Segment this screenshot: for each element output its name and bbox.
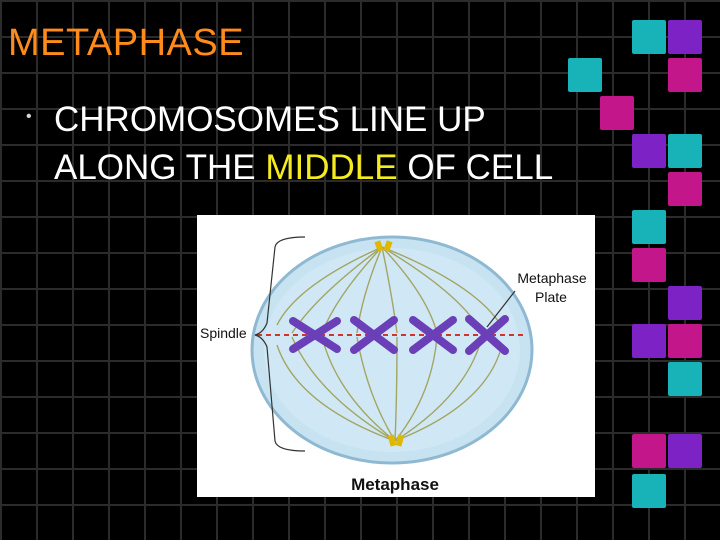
decor-square — [632, 20, 666, 54]
decor-square — [600, 96, 634, 130]
metaphase-diagram — [197, 215, 595, 497]
metaphase-plate-label-line2: Plate — [535, 289, 567, 305]
decor-square — [668, 434, 702, 468]
metaphase-plate-label-line1: Metaphase — [517, 270, 587, 286]
decor-square — [632, 248, 666, 282]
decor-square — [632, 134, 666, 168]
decor-square — [668, 134, 702, 168]
decor-square — [632, 210, 666, 244]
decor-square — [668, 20, 702, 54]
bullet-text-part1: CHROMOSOMES LINE UP ALONG THE — [54, 100, 486, 187]
metaphase-cell-illustration — [197, 215, 595, 497]
spindle-label: Spindle — [200, 325, 247, 341]
decor-square — [668, 324, 702, 358]
decor-square — [668, 172, 702, 206]
decor-square — [668, 286, 702, 320]
bullet-text-part2: OF CELL — [397, 148, 554, 187]
decor-square — [632, 474, 666, 508]
bullet-text — [54, 96, 574, 192]
figure-caption: Metaphase — [351, 475, 439, 494]
decor-square — [668, 58, 702, 92]
bullet-dot-icon: • — [26, 108, 32, 125]
bullet-highlight: MIDDLE — [265, 148, 398, 187]
decor-square — [632, 434, 666, 468]
slide-title: METAPHASE — [8, 22, 245, 64]
decor-square — [632, 324, 666, 358]
decor-square — [568, 58, 602, 92]
decor-square — [668, 362, 702, 396]
